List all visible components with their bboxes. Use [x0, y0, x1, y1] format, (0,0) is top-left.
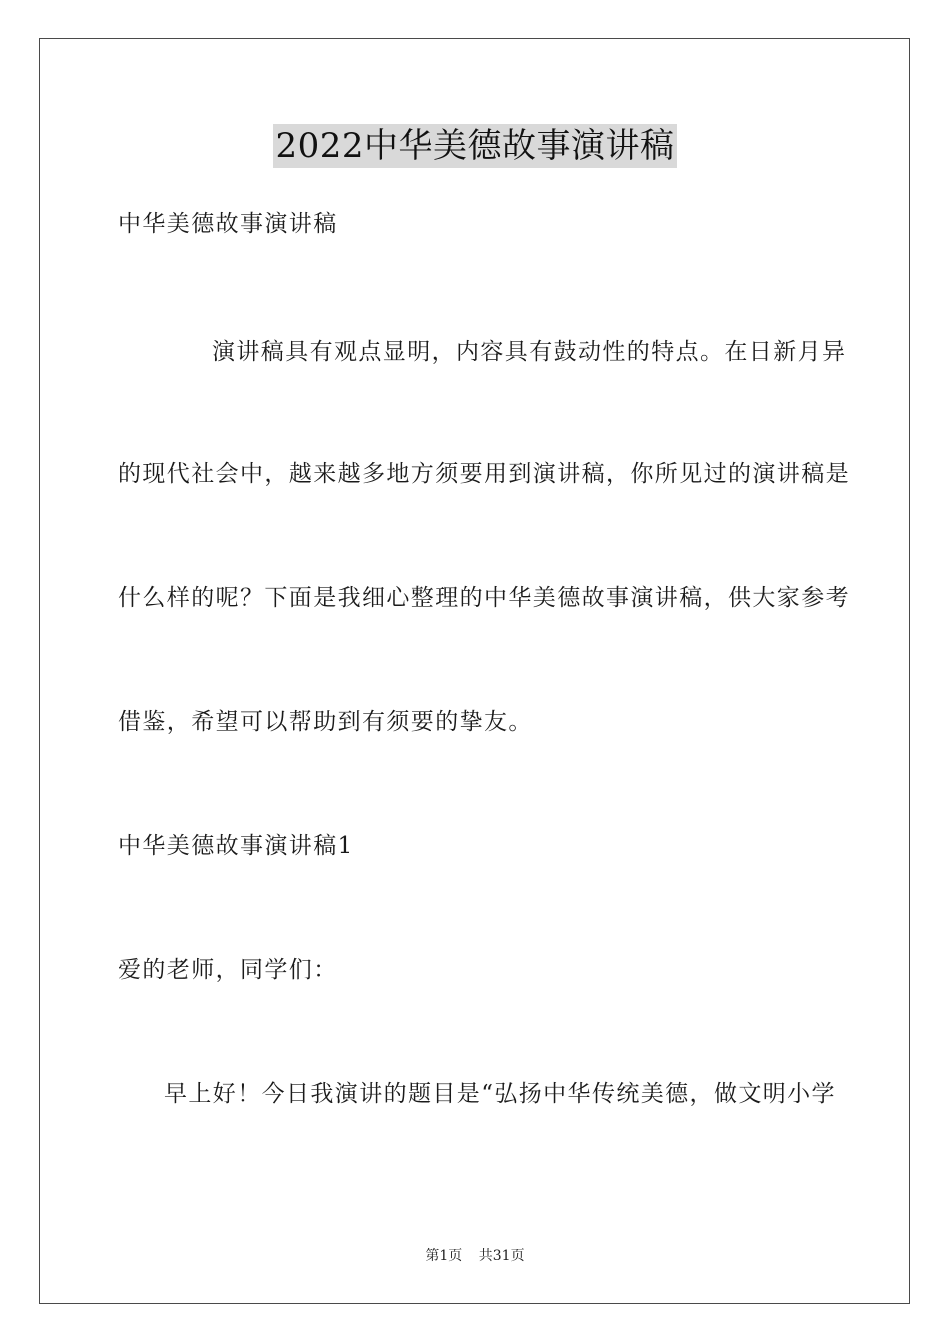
page-number: 第1页 [425, 1248, 463, 1264]
paragraph-line: 什么样的呢？下面是我细心整理的中华美德故事演讲稿，供大家参考 [118, 585, 850, 611]
document-title: 2022中华美德故事演讲稿 [275, 126, 675, 166]
subtitle-line: 中华美德故事演讲稿 [118, 211, 338, 237]
title-container [0, 124, 950, 168]
paragraph-line: 演讲稿具有观点显明，内容具有鼓动性的特点。在日新月异 [212, 339, 847, 365]
total-pages: 共31页 [478, 1248, 525, 1264]
section-heading: 中华美德故事演讲稿1 [118, 833, 354, 859]
salutation-line: 爱的老师，同学们： [118, 957, 338, 983]
page-footer [0, 1246, 950, 1266]
paragraph-line: 的现代社会中，越来越多地方须要用到演讲稿，你所见过的演讲稿是 [118, 461, 850, 487]
paragraph-line: 早上好！今日我演讲的题目是“弘扬中华传统美德，做文明小学 [164, 1081, 836, 1107]
paragraph-line: 借鉴，希望可以帮助到有须要的挚友。 [118, 709, 533, 735]
